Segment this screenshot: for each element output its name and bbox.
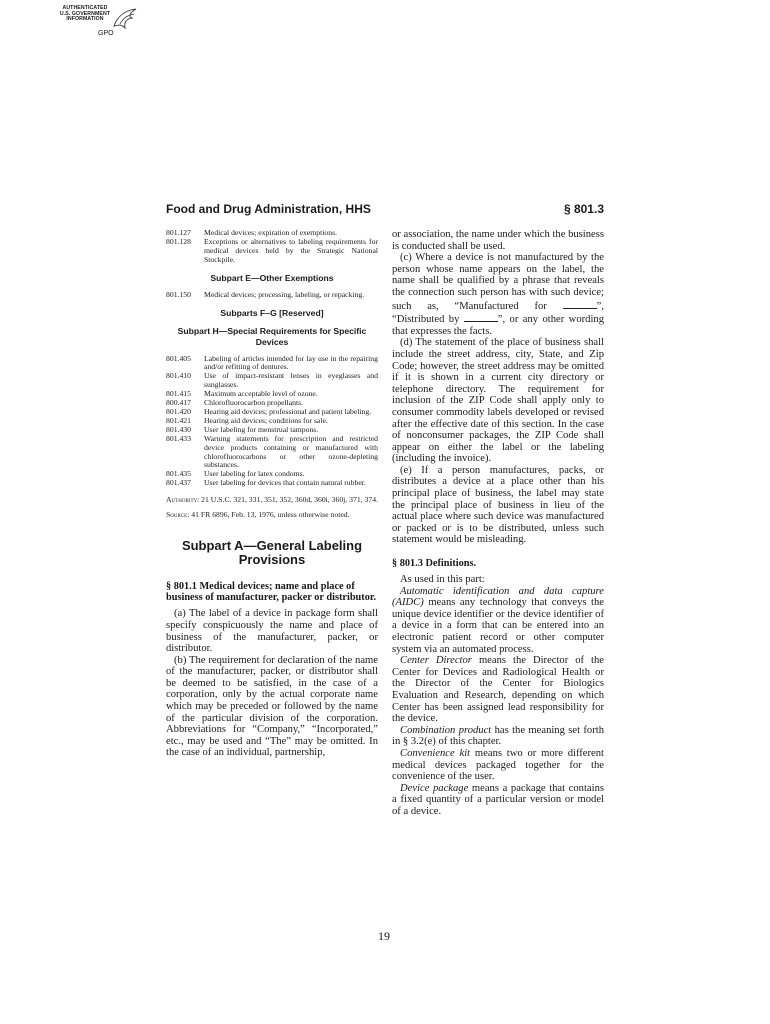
section-801-1-heading: § 801.1 Medical devices; name and place of business of manufacturer, packer or distributor. [166,581,377,604]
running-head-section: § 801.3 [563,202,604,216]
definition-device-package [392,783,604,818]
subpart-h-heading: Subpart H—Special Requirements for Specific Devices [177,325,367,347]
paragraph-801-1-c-part2: ”, “Distributed by [392,300,604,326]
definition-text: means two or more different medical devices packaged together for the convenience of the user. [392,747,604,783]
definition-term: Center Director [400,655,472,667]
authority-note [166,495,378,505]
definition-text: has the meaning set forth in § 3.2(e) of this chapter. [392,724,604,748]
logo-line-2: U.S. GOVERNMENT [59,10,111,17]
toc-number: 801.421 [166,415,191,425]
toc-number: 801.150 [166,289,191,299]
toc-number: 800.417 [166,398,191,408]
eagle-icon [110,6,140,36]
table-of-contents-part1 [166,229,378,265]
paragraph-801-1-b-continued: or association, the name under which the business is conducted shall be used. [392,229,604,252]
subpart-fg-heading: Subparts F–G [Reserved] [220,307,324,318]
authority-text: 21 U.S.C. 321, 331, 351, 352, 360d, 360i, 360j, 371, 374. [201,495,378,505]
running-head [166,202,604,220]
toc-entry [166,238,378,265]
toc-number: 801.420 [166,406,191,416]
toc-number: 801.435 [166,469,191,479]
definitions-intro: As used in this part: [400,574,485,586]
definition-convenience-kit [392,748,604,783]
source-text: 41 FR 6896, Feb. 13, 1976, unless otherwise noted. [191,509,350,519]
toc-entry [166,435,378,471]
toc-number: 801.437 [166,478,191,488]
source-note [166,510,378,520]
toc-text: User labeling for latex condoms. [204,469,305,479]
paragraph-801-1-d: (d) The statement of the place of business shall include the street address, city, State, and Zip Code; however, the street address may be omitted if it is shown in a current city directory or telephone directory. The requirement for inclusion of the ZIP Code shall apply only to consumer commodity labels developed or revised after the effective date of this section. In the case of nonconsumer packages, the ZIP Code shall appear on either the label or the labeling (including the invoice). [392,337,604,465]
toc-entry [166,479,378,488]
toc-text: Hearing aid devices; conditions for sale. [204,415,328,425]
source-label: Source: [166,509,190,519]
toc-number: 801.430 [166,424,191,434]
right-column [392,229,604,818]
paragraph-801-1-c-part3: ”, or any other wording that expresses the facts. [392,314,604,337]
table-of-contents-subpart-h [166,355,378,489]
page-number: 19 [378,929,390,943]
logo-gpo-mark: GPO [98,30,114,37]
definition-text: means a package that contains a fixed quantity of a particular version or model of a device. [392,782,604,817]
toc-number: 801.128 [166,236,191,246]
toc-number: 801.410 [166,371,191,381]
logo-line-1: AUTHENTICATED [62,5,108,11]
paragraph-801-1-a: (a) The label of a device in package form shall specify conspicuously the name and place of business of the manufacturer, packer, or distributor. [166,608,378,655]
logo-line-3: INFORMATION [66,16,104,23]
running-head-agency: Food and Drug Administration, HHS [166,202,371,216]
toc-entry [166,291,378,300]
definition-text: means any technology that conveys the unique device identifier or the device identifier of a device in a form that can be entered into an electronic patient record or other computer system via an automated process. [392,597,604,655]
gpo-authentication-logo [56,6,142,42]
toc-text: Medical devices; expiration of exemptions. [204,228,337,237]
paragraph-801-1-c [392,252,604,337]
definition-term: Combination product [400,724,492,736]
paragraph-801-1-b: (b) The requirement for declaration of the name of the manufacturer, packer, or distributor shall be deemed to be satisfied, in the case of a corporation, only by the actual corporate name which may be preceded or followed by the name of the particular division of the corporation. Abbreviations for “Company,” “Incorporated,” etc., may be used and “The” may be omitted. In the case of an individual, partnership, [166,654,378,759]
toc-text: Use of impact-resistant lenses in eyeglasses and sunglasses. [204,371,378,390]
toc-text: Labeling of articles intended for lay use in the repairing and/or refitting of dentures. [204,353,378,372]
toc-text: Hearing aid devices; professional and patient labeling. [204,406,372,416]
toc-number: 801.433 [166,433,191,443]
blank-line [464,312,498,322]
definition-text: means the Director of the Center for Devices and Radiological Health or the Director of the Center for Biologics Evaluation and Research, depending on which Center has been assigned lead responsibility for the device. [392,655,605,725]
authority-label: Authority: [166,495,200,505]
paragraph-801-1-e: (e) If a person manufactures, packs, or distributes a device at a place other than his principal place of business, the label may state the principal place of business in lieu of the actual place where such device was manufactured or packed or is to be distributed, unless such statement would be misleading. [392,464,604,546]
toc-text: Maximum acceptable level of ozone. [204,389,318,399]
paragraph-801-1-c-part1: (c) Where a device is not manufactured by the person whose name appears on the label, the name shall be qualified by a phrase that reveals the connection such person has with such device; such as, “Manufactured for [392,252,604,312]
table-of-contents-subpart-e [166,291,378,300]
definition-term: Automatic identification and data capture (AIDC) [392,585,604,609]
subpart-e-heading: Subpart E—Other Exemptions [210,272,334,283]
toc-number: 801.405 [166,353,191,363]
toc-entry [166,372,378,390]
toc-text: Medical devices; processing, labeling, or repacking. [204,289,365,299]
toc-text: Exceptions or alternatives to labeling requirements for medical devices held by the Strategic National Stockpile. [204,236,378,264]
toc-text: User labeling for devices that contain natural rubber. [204,478,366,488]
toc-number: 801.127 [166,228,191,237]
toc-entry [166,355,378,373]
blank-line [563,299,597,309]
definition-center-director [392,655,604,725]
toc-number: 801.415 [166,389,191,399]
subpart-a-heading: Subpart A—General Labeling Provisions [181,538,363,568]
section-801-3-heading: § 801.3 Definitions. [392,558,477,570]
definition-term: Device package [400,782,469,794]
definition-term: Convenience kit [400,747,471,759]
toc-text: User labeling for menstrual tampons. [204,424,319,434]
toc-text: Warning statements for prescription and restricted device products containing or manufactured with chlorofluorocarbons or other ozone-depleting substances. [204,433,378,470]
left-column [166,229,378,759]
toc-text: Chlorofluorocarbon propellants. [204,398,304,408]
definition-combination-product [392,725,604,748]
definition-aidc [392,586,604,656]
